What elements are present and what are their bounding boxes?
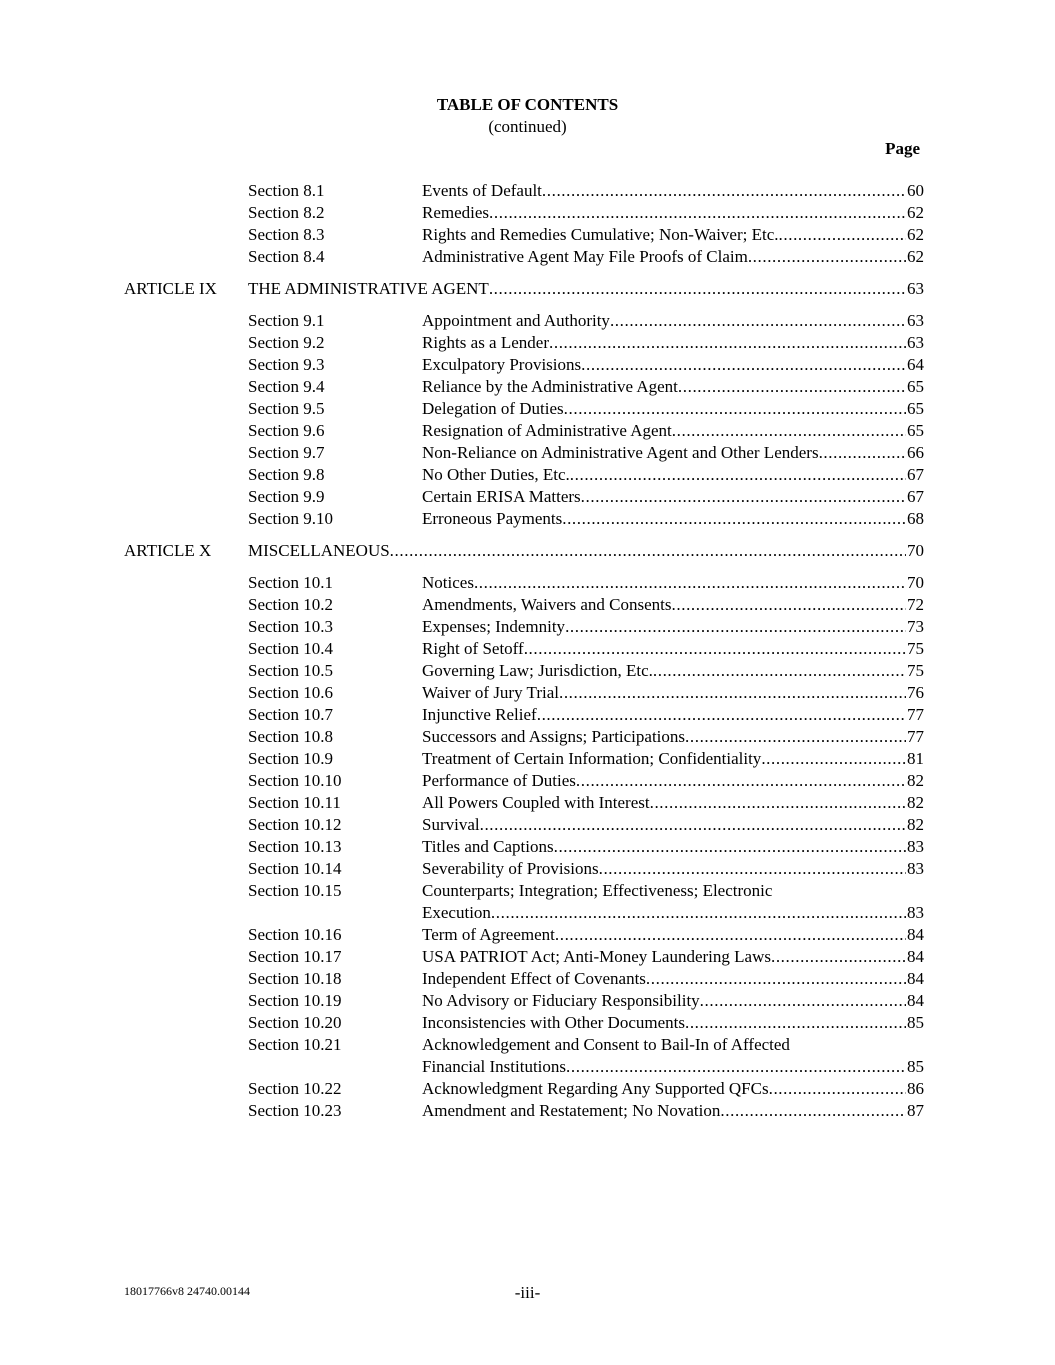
section-number: Section 9.2: [248, 333, 325, 352]
page-number: 86: [907, 1079, 924, 1098]
section-title: Term of Agreement: [422, 925, 555, 944]
section-number: Section 10.18: [248, 969, 342, 988]
section-number: Section 10.2: [248, 595, 333, 614]
section-number: Section 10.1: [248, 573, 333, 592]
toc-entry-section-10-20: [0, 1012, 1055, 1034]
section-number: Section 10.13: [248, 837, 342, 856]
toc-entry-section-10-12: [0, 814, 1055, 836]
section-number: Section 10.10: [248, 771, 342, 790]
section-title: Appointment and Authority: [422, 311, 610, 330]
section-title-continued: Execution: [422, 903, 491, 922]
toc-entry-article-10: [0, 540, 1055, 562]
toc-entry-section-10-9: [0, 748, 1055, 770]
toc-title: TABLE OF CONTENTS: [436, 95, 619, 114]
page-number: 65: [907, 421, 924, 440]
section-title: Right of Setoff: [422, 639, 524, 658]
section-title: No Advisory or Fiduciary Responsibility: [422, 991, 700, 1010]
page-number: 75: [907, 661, 924, 680]
document-id: 18017766v8 24740.00144: [124, 1284, 250, 1298]
section-title: Independent Effect of Covenants: [422, 969, 646, 988]
toc-entry-section-9-2: [0, 332, 1055, 354]
section-number: Section 10.15: [248, 881, 342, 900]
section-title: USA PATRIOT Act; Anti-Money Laundering Laws: [422, 947, 771, 966]
article-title: MISCELLANEOUS: [248, 541, 390, 560]
page-number: 72: [907, 595, 924, 614]
section-number: Section 10.22: [248, 1079, 342, 1098]
page-number: 66: [907, 443, 924, 462]
section-number: Section 10.3: [248, 617, 333, 636]
page-number: 75: [907, 639, 924, 658]
toc-entry-section-10-13: [0, 836, 1055, 858]
section-title: Survival: [422, 815, 480, 834]
section-number: Section 9.5: [248, 399, 325, 418]
toc-entry-section-10-22: [0, 1078, 1055, 1100]
toc-entry-section-9-7: [0, 442, 1055, 464]
section-number: Section 8.2: [248, 203, 325, 222]
page-number: 83: [907, 903, 924, 922]
page-number: 62: [907, 203, 924, 222]
section-number: Section 10.14: [248, 859, 342, 878]
toc-entry-section-10-10: [0, 770, 1055, 792]
toc-entry-section-9-3: [0, 354, 1055, 376]
page-number: 84: [907, 947, 924, 966]
page-number: 87: [907, 1101, 924, 1120]
section-number: Section 10.6: [248, 683, 333, 702]
section-title: Titles and Captions: [422, 837, 554, 856]
toc-entry-section-9-5: [0, 398, 1055, 420]
toc-entry-article-9: [0, 278, 1055, 300]
page-number: 84: [907, 969, 924, 988]
page-number: 63: [907, 333, 924, 352]
toc-entry-section-10-6: [0, 682, 1055, 704]
toc-entry-section-10-15-continued: [0, 902, 1055, 924]
section-number: Section 10.23: [248, 1101, 342, 1120]
page-number: 85: [907, 1057, 924, 1076]
toc-entry-section-9-8: [0, 464, 1055, 486]
page-number: 67: [907, 465, 924, 484]
toc-entry-section-10-8: [0, 726, 1055, 748]
article-title: THE ADMINISTRATIVE AGENT: [248, 279, 489, 298]
section-number: Section 9.6: [248, 421, 325, 440]
page-number: 85: [907, 1013, 924, 1032]
page-number: 83: [907, 859, 924, 878]
section-title: Remedies: [422, 203, 490, 222]
toc-entry-section-10-14: [0, 858, 1055, 880]
section-title: Severability of Provisions: [422, 859, 599, 878]
page-number: 77: [907, 705, 924, 724]
page-number: 60: [907, 181, 924, 200]
section-number: Section 10.12: [248, 815, 342, 834]
toc-entry-section-8-2: [0, 202, 1055, 224]
section-title: Acknowledgement and Consent to Bail-In of Affected: [422, 1035, 790, 1054]
toc-entry-section-9-10: [0, 508, 1055, 530]
section-title: Counterparts; Integration; Effectiveness; Electronic: [422, 881, 773, 900]
page-number: 83: [907, 837, 924, 856]
section-title: Exculpatory Provisions: [422, 355, 582, 374]
section-title: Governing Law; Jurisdiction, Etc.: [422, 661, 653, 680]
toc-entry-section-9-6: [0, 420, 1055, 442]
footer-page-number: -iii-: [514, 1283, 541, 1302]
section-title: Acknowledgment Regarding Any Supported QFCs: [422, 1079, 769, 1098]
section-title: Administrative Agent May File Proofs of Claim: [422, 247, 748, 266]
article-number: ARTICLE X: [124, 541, 212, 560]
section-number: Section 9.3: [248, 355, 325, 374]
section-title: Amendments, Waivers and Consents: [422, 595, 672, 614]
page-number: 63: [907, 311, 924, 330]
section-number: Section 8.4: [248, 247, 325, 266]
section-title: Notices: [422, 573, 474, 592]
section-number: Section 8.1: [248, 181, 325, 200]
toc-entry-section-10-3: [0, 616, 1055, 638]
page-number: 62: [907, 225, 924, 244]
section-title: Expenses; Indemnity: [422, 617, 566, 636]
section-number: Section 9.4: [248, 377, 325, 396]
toc-entry-section-10-7: [0, 704, 1055, 726]
section-number: Section 10.21: [248, 1035, 342, 1054]
section-number: Section 10.17: [248, 947, 342, 966]
section-number: Section 10.7: [248, 705, 333, 724]
article-number: ARTICLE IX: [124, 279, 217, 298]
section-number: Section 9.10: [248, 509, 333, 528]
page-number: 67: [907, 487, 924, 506]
toc-entry-section-9-9: [0, 486, 1055, 508]
toc-entry-section-10-19: [0, 990, 1055, 1012]
section-number: Section 8.3: [248, 225, 325, 244]
section-number: Section 10.5: [248, 661, 333, 680]
toc-entry-section-10-23: [0, 1100, 1055, 1122]
toc-entry-section-10-15: [0, 880, 1055, 902]
page-column-heading: Page: [885, 139, 920, 158]
toc-entry-section-10-21-continued: [0, 1056, 1055, 1078]
section-title: Rights as a Lender: [422, 333, 549, 352]
section-title: Treatment of Certain Information; Confidentiality: [422, 749, 762, 768]
page-number: 62: [907, 247, 924, 266]
page-number: 68: [907, 509, 924, 528]
toc-entry-section-8-1: [0, 180, 1055, 202]
section-title: Successors and Assigns; Participations: [422, 727, 686, 746]
section-number: Section 10.11: [248, 793, 341, 812]
page-number: 65: [907, 377, 924, 396]
section-number: Section 9.1: [248, 311, 325, 330]
toc-entry-section-10-21: [0, 1034, 1055, 1056]
section-title: Inconsistencies with Other Documents: [422, 1013, 685, 1032]
section-number: Section 9.7: [248, 443, 325, 462]
section-title: Rights and Remedies Cumulative; Non-Waiver; Etc.: [422, 225, 779, 244]
toc-entry-section-8-3: [0, 224, 1055, 246]
page-number: 84: [907, 991, 924, 1010]
section-number: Section 9.8: [248, 465, 325, 484]
page-number: 84: [907, 925, 924, 944]
toc-entry-section-10-1: [0, 572, 1055, 594]
section-title: Injunctive Relief: [422, 705, 537, 724]
section-title: Erroneous Payments: [422, 509, 563, 528]
toc-entry-section-9-1: [0, 310, 1055, 332]
section-title-continued: Financial Institutions: [422, 1057, 567, 1076]
section-title: Non-Reliance on Administrative Agent and Other Lenders: [422, 443, 819, 462]
page-number: 63: [907, 279, 924, 298]
toc-entry-section-10-11: [0, 792, 1055, 814]
section-title: Waiver of Jury Trial: [422, 683, 559, 702]
page-number: 82: [907, 793, 924, 812]
page-number: 64: [907, 355, 924, 374]
section-title: Events of Default: [422, 181, 542, 200]
toc-entry-section-8-4: [0, 246, 1055, 268]
section-title: Performance of Duties: [422, 771, 576, 790]
section-title: Certain ERISA Matters: [422, 487, 581, 506]
page-number: 76: [907, 683, 924, 702]
page-number: 70: [907, 541, 924, 560]
toc-entry-section-10-4: [0, 638, 1055, 660]
page-number: 77: [907, 727, 924, 746]
toc-entry-section-10-16: [0, 924, 1055, 946]
section-title: All Powers Coupled with Interest: [422, 793, 650, 812]
toc-entry-section-10-18: [0, 968, 1055, 990]
page-number: 82: [907, 771, 924, 790]
page-number: 82: [907, 815, 924, 834]
section-number: Section 10.9: [248, 749, 333, 768]
section-title: No Other Duties, Etc.: [422, 465, 570, 484]
section-number: Section 9.9: [248, 487, 325, 506]
toc-entry-section-10-2: [0, 594, 1055, 616]
page-number: 65: [907, 399, 924, 418]
section-title: Resignation of Administrative Agent: [422, 421, 672, 440]
section-number: Section 10.19: [248, 991, 342, 1010]
section-title: Reliance by the Administrative Agent: [422, 377, 678, 396]
section-number: Section 10.8: [248, 727, 333, 746]
toc-entry-section-10-5: [0, 660, 1055, 682]
toc-entry-section-9-4: [0, 376, 1055, 398]
page-number: 81: [907, 749, 924, 768]
page-number: 73: [907, 617, 924, 636]
section-title: Delegation of Duties: [422, 399, 564, 418]
section-number: Section 10.16: [248, 925, 342, 944]
section-number: Section 10.20: [248, 1013, 342, 1032]
toc-entry-section-10-17: [0, 946, 1055, 968]
toc-subtitle: (continued): [488, 117, 567, 136]
section-number: Section 10.4: [248, 639, 333, 658]
section-title: Amendment and Restatement; No Novation: [422, 1101, 721, 1120]
page-number: 70: [907, 573, 924, 592]
